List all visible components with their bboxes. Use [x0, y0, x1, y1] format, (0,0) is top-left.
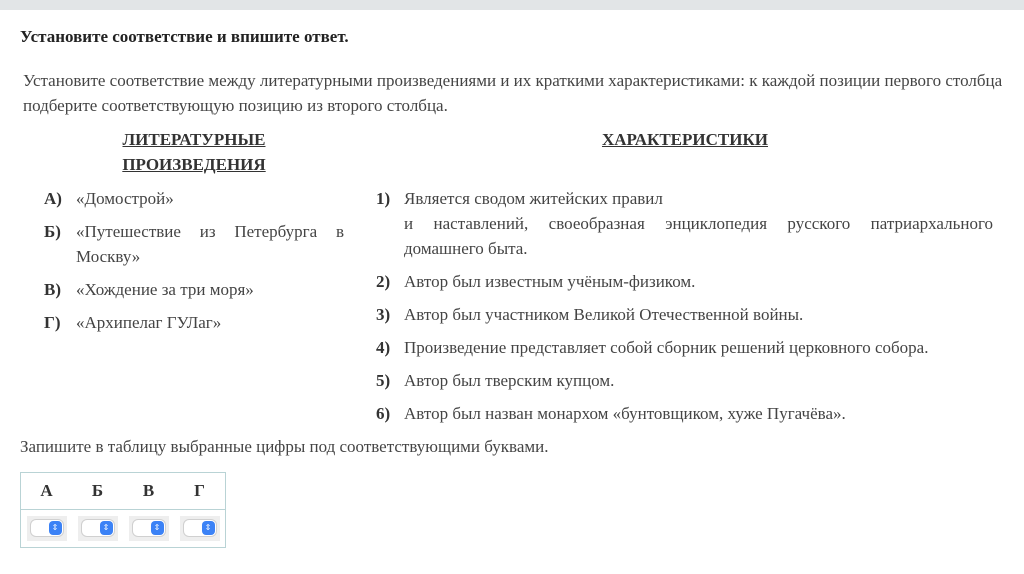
list-item	[44, 219, 344, 269]
answer-select-g[interactable]	[180, 516, 220, 541]
item-letter: Б)	[44, 222, 61, 241]
up-down-chevron-icon: ⇕	[100, 521, 113, 535]
characteristics-list	[376, 186, 993, 434]
answer-table	[20, 472, 226, 548]
item-text: Произведение представляет собой сборник решений церковного собора.	[404, 338, 929, 357]
item-text: Автор был назван монархом «бунтовщиком, хуже Пугачёва».	[404, 404, 846, 423]
list-item	[44, 310, 344, 335]
answer-column-v: В	[123, 473, 174, 510]
item-text: «Хождение за три моря»	[76, 280, 254, 299]
item-text: «Архипелаг ГУЛаг»	[76, 313, 222, 332]
left-column-heading	[100, 127, 288, 177]
left-heading-line2: ПРОИЗВЕДЕНИЯ	[122, 155, 266, 174]
item-text: Автор был тверским купцом.	[404, 371, 615, 390]
item-number: 6)	[376, 404, 391, 423]
answer-select-a[interactable]	[27, 516, 67, 541]
list-item	[44, 186, 344, 211]
item-text	[404, 186, 993, 261]
item-number: 1)	[376, 189, 391, 208]
answer-column-a: А	[21, 473, 73, 510]
item-text-line1: Является сводом житейских правил	[404, 189, 663, 208]
item-text: Автор был известным учёным-физиком.	[404, 272, 696, 291]
item-number: 3)	[376, 305, 391, 324]
item-number: 5)	[376, 371, 391, 390]
item-number: 2)	[376, 272, 391, 291]
item-letter: Г)	[44, 313, 61, 332]
item-text: «Путешествие из Петербурга в Москву»	[76, 222, 344, 266]
works-list	[44, 186, 344, 343]
up-down-chevron-icon: ⇕	[151, 521, 164, 535]
list-item	[44, 277, 344, 302]
item-letter: В)	[44, 280, 61, 299]
list-item	[376, 401, 993, 426]
up-down-chevron-icon: ⇕	[49, 521, 62, 535]
answer-select-b[interactable]	[78, 516, 118, 541]
top-bar	[0, 0, 1024, 10]
item-number: 4)	[376, 338, 391, 357]
task-instructions: Установите соответствие между литературными произведениями и их краткими характеристиками: к каждой позиции первого столбца подберите соответствующую позицию из второго столбца.	[23, 71, 1003, 115]
item-text: «Домострой»	[76, 189, 174, 208]
answer-column-g: Г	[174, 473, 226, 510]
item-text-rest: и наставлений, своеобразная энциклопедия русского патриархального домашнего быта.	[404, 214, 993, 258]
item-letter: А)	[44, 189, 62, 208]
task-title: Установите соответствие и впишите ответ.	[20, 27, 349, 46]
answer-prompt: Запишите в таблицу выбранные цифры под соответствующими буквами.	[20, 437, 549, 456]
list-item	[376, 186, 993, 261]
list-item	[376, 302, 993, 327]
left-heading-line1: ЛИТЕРАТУРНЫЕ	[122, 130, 266, 149]
up-down-chevron-icon: ⇕	[202, 521, 215, 535]
answer-column-b: Б	[72, 473, 123, 510]
list-item	[376, 368, 993, 393]
list-item	[376, 269, 993, 294]
item-text: Автор был участником Великой Отечественной войны.	[404, 305, 804, 324]
answer-select-v[interactable]	[129, 516, 169, 541]
right-column-heading: ХАРАКТЕРИСТИКИ	[601, 130, 769, 149]
list-item	[376, 335, 993, 360]
